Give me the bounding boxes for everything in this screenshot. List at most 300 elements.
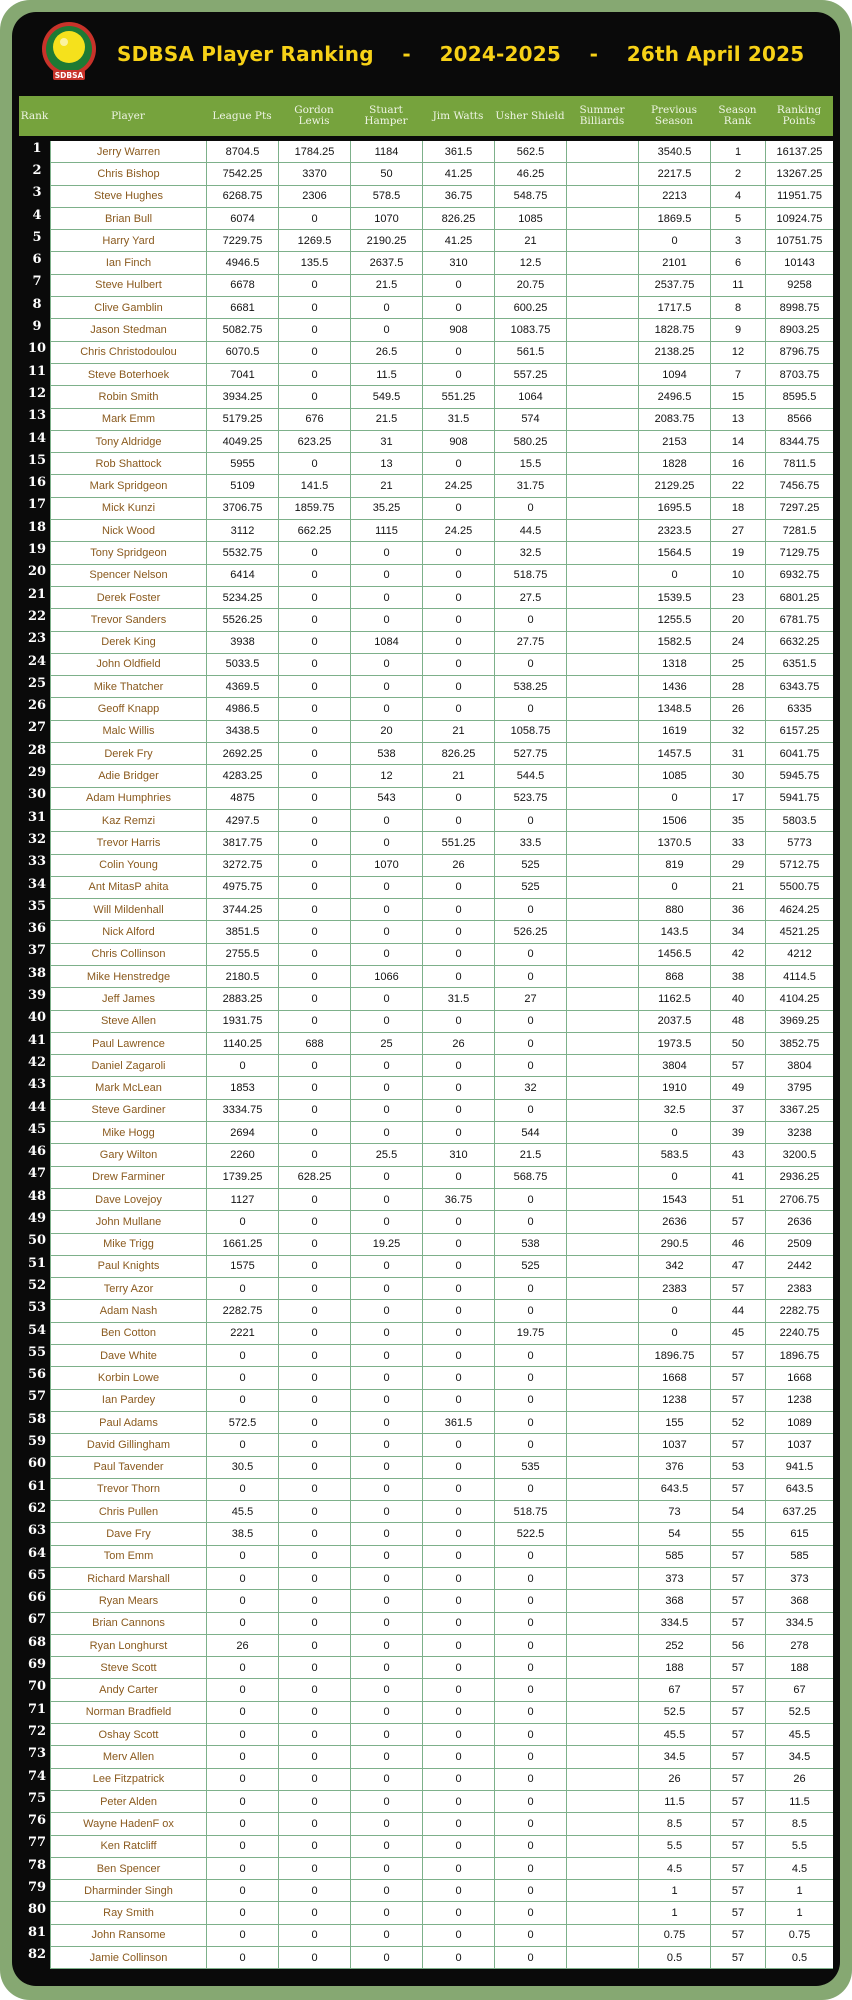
cell-season_rank: 37	[710, 1100, 765, 1121]
cell-previous: 1539.5	[638, 587, 710, 608]
cell-gordon: 0	[278, 1278, 350, 1299]
rank-number: 55	[27, 1344, 47, 1360]
table-row	[50, 966, 833, 988]
cell-summer	[566, 1457, 638, 1478]
table-row	[50, 765, 833, 787]
cell-season_rank: 39	[710, 1122, 765, 1143]
cell-stuart: 0	[350, 1122, 422, 1143]
cell-usher: 0	[494, 1300, 566, 1321]
cell-jim: 0	[422, 1925, 494, 1946]
cell-league: 0	[206, 1813, 278, 1834]
cell-points: 2282.75	[765, 1300, 833, 1321]
cell-jim: 0	[422, 1479, 494, 1500]
cell-usher: 0	[494, 1390, 566, 1411]
cell-stuart: 0	[350, 1100, 422, 1121]
table-row	[50, 944, 833, 966]
cell-jim: 0	[422, 788, 494, 809]
cell-jim: 0	[422, 1122, 494, 1143]
cell-gordon: 0	[278, 587, 350, 608]
cell-points: 5.5	[765, 1836, 833, 1857]
rank-number: 75	[27, 1790, 47, 1806]
cell-jim: 0	[422, 1167, 494, 1188]
rank-number: 1	[32, 140, 42, 156]
cell-summer	[566, 1367, 638, 1388]
cell-summer	[566, 1791, 638, 1812]
cell-league: 0	[206, 1479, 278, 1500]
rank-number: 57	[27, 1389, 47, 1405]
rank-number: 67	[27, 1612, 47, 1628]
cell-gordon: 0	[278, 632, 350, 653]
player-name: Jamie Collinson	[50, 1947, 206, 1968]
cell-league: 5109	[206, 475, 278, 496]
cell-previous: 819	[638, 855, 710, 876]
rank-number: 2	[32, 162, 42, 178]
cell-season_rank: 54	[710, 1501, 765, 1522]
cell-league: 1661.25	[206, 1234, 278, 1255]
cell-gordon: 676	[278, 409, 350, 430]
cell-summer	[566, 1836, 638, 1857]
cell-stuart: 0	[350, 1902, 422, 1923]
cell-league: 26	[206, 1635, 278, 1656]
cell-usher: 27.5	[494, 587, 566, 608]
cell-points: 45.5	[765, 1724, 833, 1745]
cell-summer	[566, 141, 638, 162]
cell-usher: 0	[494, 654, 566, 675]
cell-jim: 36.75	[422, 186, 494, 207]
cell-jim: 0	[422, 1746, 494, 1767]
cell-previous: 54	[638, 1523, 710, 1544]
table-row	[50, 1501, 833, 1523]
cell-jim: 0	[422, 1613, 494, 1634]
rank-number: 5	[32, 229, 42, 245]
cell-stuart: 0	[350, 1434, 422, 1455]
cell-season_rank: 6	[710, 252, 765, 273]
cell-points: 4114.5	[765, 966, 833, 987]
cell-usher: 525	[494, 1256, 566, 1277]
cell-league: 0	[206, 1925, 278, 1946]
cell-summer	[566, 921, 638, 942]
table-row	[50, 409, 833, 431]
cell-usher: 0	[494, 944, 566, 965]
cell-jim: 0	[422, 1724, 494, 1745]
cell-points: 7456.75	[765, 475, 833, 496]
player-name: Spencer Nelson	[50, 565, 206, 586]
cell-summer	[566, 698, 638, 719]
rank-number: 41	[27, 1032, 47, 1048]
cell-gordon: 0	[278, 1836, 350, 1857]
player-name: Steve Boterhoek	[50, 364, 206, 385]
cell-league: 6070.5	[206, 342, 278, 363]
cell-gordon: 0	[278, 208, 350, 229]
player-name: Harry Yard	[50, 230, 206, 251]
cell-gordon: 0	[278, 810, 350, 831]
cell-season_rank: 27	[710, 520, 765, 541]
cell-summer	[566, 1300, 638, 1321]
cell-jim: 36.75	[422, 1189, 494, 1210]
table-row	[50, 1479, 833, 1501]
cell-summer	[566, 877, 638, 898]
cell-previous: 2083.75	[638, 409, 710, 430]
cell-points: 188	[765, 1657, 833, 1678]
cell-league: 0	[206, 1880, 278, 1901]
rank-number: 74	[27, 1768, 47, 1784]
player-name: Chris Pullen	[50, 1501, 206, 1522]
cell-jim: 826.25	[422, 743, 494, 764]
cell-jim: 0	[422, 1256, 494, 1277]
cell-previous: 1828.75	[638, 319, 710, 340]
cell-stuart: 19.25	[350, 1234, 422, 1255]
cell-season_rank: 47	[710, 1256, 765, 1277]
table-row	[50, 1033, 833, 1055]
player-name: Steve Allen	[50, 1011, 206, 1032]
cell-points: 8344.75	[765, 431, 833, 452]
player-name: Will Mildenhall	[50, 899, 206, 920]
cell-previous: 583.5	[638, 1144, 710, 1165]
cell-league: 6414	[206, 565, 278, 586]
table-row	[50, 1100, 833, 1122]
cell-league: 8704.5	[206, 141, 278, 162]
table-row	[50, 1189, 833, 1211]
cell-league: 0	[206, 1390, 278, 1411]
cell-league: 0	[206, 1702, 278, 1723]
sdbsa-logo	[38, 20, 100, 82]
cell-points: 3852.75	[765, 1033, 833, 1054]
cell-league: 1931.75	[206, 1011, 278, 1032]
cell-usher: 1083.75	[494, 319, 566, 340]
cell-jim: 0	[422, 1434, 494, 1455]
cell-stuart: 1115	[350, 520, 422, 541]
cell-summer	[566, 1679, 638, 1700]
cell-previous: 34.5	[638, 1746, 710, 1767]
cell-gordon: 0	[278, 654, 350, 675]
cell-points: 0.5	[765, 1947, 833, 1968]
cell-league: 4297.5	[206, 810, 278, 831]
cell-previous: 1582.5	[638, 632, 710, 653]
cell-summer	[566, 1546, 638, 1567]
cell-previous: 0	[638, 1167, 710, 1188]
cell-previous: 585	[638, 1546, 710, 1567]
cell-summer	[566, 431, 638, 452]
cell-stuart: 0	[350, 1323, 422, 1344]
cell-summer	[566, 1501, 638, 1522]
player-name: Steve Hughes	[50, 186, 206, 207]
cell-league: 1575	[206, 1256, 278, 1277]
table-row	[50, 587, 833, 609]
cell-summer	[566, 386, 638, 407]
cell-previous: 45.5	[638, 1724, 710, 1745]
cell-points: 1	[765, 1880, 833, 1901]
cell-season_rank: 17	[710, 788, 765, 809]
cell-league: 6074	[206, 208, 278, 229]
cell-points: 67	[765, 1679, 833, 1700]
rank-number: 40	[27, 1010, 47, 1026]
cell-season_rank: 56	[710, 1635, 765, 1656]
cell-summer	[566, 1211, 638, 1232]
table-row	[50, 1657, 833, 1679]
cell-gordon: 0	[278, 832, 350, 853]
table-row	[50, 1702, 833, 1724]
cell-points: 373	[765, 1568, 833, 1589]
cell-gordon: 0	[278, 1635, 350, 1656]
cell-gordon: 0	[278, 1234, 350, 1255]
player-name: Ben Cotton	[50, 1323, 206, 1344]
table-row	[50, 1523, 833, 1545]
table-row	[50, 431, 833, 453]
table-row	[50, 1367, 833, 1389]
cell-stuart: 0	[350, 297, 422, 318]
player-name: Drew Farminer	[50, 1167, 206, 1188]
cell-stuart: 0	[350, 1590, 422, 1611]
cell-gordon: 628.25	[278, 1167, 350, 1188]
cell-season_rank: 57	[710, 1702, 765, 1723]
cell-previous: 3540.5	[638, 141, 710, 162]
cell-stuart: 0	[350, 587, 422, 608]
table-row	[50, 1635, 833, 1657]
cell-points: 2383	[765, 1278, 833, 1299]
cell-jim: 41.25	[422, 230, 494, 251]
cell-summer	[566, 342, 638, 363]
cell-previous: 1457.5	[638, 743, 710, 764]
table-row	[50, 899, 833, 921]
cell-jim: 0	[422, 966, 494, 987]
table-row	[50, 498, 833, 520]
cell-gordon: 0	[278, 1813, 350, 1834]
player-name: Dave White	[50, 1345, 206, 1366]
cell-previous: 0	[638, 1323, 710, 1344]
cell-points: 13267.25	[765, 163, 833, 184]
cell-league: 2282.75	[206, 1300, 278, 1321]
cell-league: 3934.25	[206, 386, 278, 407]
cell-previous: 5.5	[638, 1836, 710, 1857]
table-row	[50, 676, 833, 698]
cell-usher: 562.5	[494, 141, 566, 162]
cell-points: 6157.25	[765, 721, 833, 742]
cell-usher: 574	[494, 409, 566, 430]
cell-stuart: 0	[350, 698, 422, 719]
cell-season_rank: 30	[710, 765, 765, 786]
cell-stuart: 0	[350, 1055, 422, 1076]
table-row	[50, 1947, 833, 1969]
table-row	[50, 1546, 833, 1568]
cell-points: 1037	[765, 1434, 833, 1455]
player-name: Trevor Sanders	[50, 609, 206, 630]
cell-gordon: 0	[278, 1590, 350, 1611]
cell-gordon: 0	[278, 788, 350, 809]
cell-stuart: 0	[350, 1412, 422, 1433]
cell-usher: 1085	[494, 208, 566, 229]
cell-previous: 143.5	[638, 921, 710, 942]
column-header-gordon: Gordon Lewis	[294, 104, 334, 127]
cell-stuart: 0	[350, 1679, 422, 1700]
cell-gordon: 0	[278, 342, 350, 363]
rank-number: 49	[27, 1211, 47, 1227]
cell-season_rank: 19	[710, 542, 765, 563]
cell-jim: 0	[422, 698, 494, 719]
cell-previous: 334.5	[638, 1613, 710, 1634]
rank-number: 53	[27, 1300, 47, 1316]
table-row	[50, 743, 833, 765]
cell-previous: 1436	[638, 676, 710, 697]
cell-summer	[566, 230, 638, 251]
column-header-points: Ranking Points	[776, 104, 822, 127]
cell-points: 6041.75	[765, 743, 833, 764]
cell-gordon: 0	[278, 364, 350, 385]
rank-number: 24	[27, 653, 47, 669]
cell-points: 5773	[765, 832, 833, 853]
cell-season_rank: 57	[710, 1902, 765, 1923]
cell-gordon: 1859.75	[278, 498, 350, 519]
rank-number: 9	[32, 319, 42, 335]
table-row	[50, 1122, 833, 1144]
table-row	[50, 230, 833, 252]
cell-jim: 0	[422, 297, 494, 318]
cell-previous: 1094	[638, 364, 710, 385]
rank-number: 43	[27, 1077, 47, 1093]
player-name: Tony Aldridge	[50, 431, 206, 452]
cell-season_rank: 57	[710, 1813, 765, 1834]
cell-season_rank: 43	[710, 1144, 765, 1165]
cell-stuart: 0	[350, 1523, 422, 1544]
player-name: Derek King	[50, 632, 206, 653]
player-name: Paul Knights	[50, 1256, 206, 1277]
table-row	[50, 453, 833, 475]
cell-previous: 0	[638, 877, 710, 898]
player-name: Adie Bridger	[50, 765, 206, 786]
cell-jim: 0	[422, 810, 494, 831]
cell-season_rank: 57	[710, 1568, 765, 1589]
cell-summer	[566, 1613, 638, 1634]
cell-summer	[566, 676, 638, 697]
cell-season_rank: 57	[710, 1367, 765, 1388]
cell-league: 5179.25	[206, 409, 278, 430]
column-header-stuart: Stuart Hamper	[364, 104, 408, 127]
cell-usher: 0	[494, 1902, 566, 1923]
cell-season_rank: 44	[710, 1300, 765, 1321]
rank-number: 52	[27, 1277, 47, 1293]
rank-number: 58	[27, 1411, 47, 1427]
cell-jim: 21	[422, 765, 494, 786]
player-name: Ryan Longhurst	[50, 1635, 206, 1656]
player-name: Nick Alford	[50, 921, 206, 942]
cell-jim: 826.25	[422, 208, 494, 229]
player-name: David Gillingham	[50, 1434, 206, 1455]
rank-number: 54	[27, 1322, 47, 1338]
cell-summer	[566, 498, 638, 519]
cell-previous: 2636	[638, 1211, 710, 1232]
table-row	[50, 1902, 833, 1924]
cell-points: 10143	[765, 252, 833, 273]
table-row	[50, 1858, 833, 1880]
cell-gordon: 0	[278, 1077, 350, 1098]
player-name: Trevor Thorn	[50, 1479, 206, 1500]
cell-gordon: 0	[278, 1412, 350, 1433]
cell-jim: 0	[422, 1880, 494, 1901]
cell-summer	[566, 1167, 638, 1188]
player-name: Steve Scott	[50, 1657, 206, 1678]
cell-usher: 0	[494, 1635, 566, 1656]
cell-league: 0	[206, 1613, 278, 1634]
cell-previous: 8.5	[638, 1813, 710, 1834]
cell-previous: 2217.5	[638, 163, 710, 184]
cell-points: 368	[765, 1590, 833, 1611]
table-row	[50, 1256, 833, 1278]
rank-number: 77	[27, 1835, 47, 1851]
cell-usher: 0	[494, 1590, 566, 1611]
rank-number: 79	[27, 1880, 47, 1896]
cell-jim: 0	[422, 1390, 494, 1411]
cell-usher: 600.25	[494, 297, 566, 318]
cell-previous: 2138.25	[638, 342, 710, 363]
rank-number: 12	[27, 385, 47, 401]
cell-stuart: 0	[350, 832, 422, 853]
cell-season_rank: 46	[710, 1234, 765, 1255]
table-row	[50, 186, 833, 208]
cell-league: 0	[206, 1836, 278, 1857]
rank-number: 56	[27, 1367, 47, 1383]
cell-league: 2221	[206, 1323, 278, 1344]
cell-jim: 0	[422, 1501, 494, 1522]
cell-points: 334.5	[765, 1613, 833, 1634]
cell-summer	[566, 832, 638, 853]
cell-points: 1238	[765, 1390, 833, 1411]
cell-season_rank: 11	[710, 275, 765, 296]
table-row	[50, 1769, 833, 1791]
cell-season_rank: 13	[710, 409, 765, 430]
cell-season_rank: 57	[710, 1679, 765, 1700]
cell-jim: 0	[422, 1345, 494, 1366]
rank-number: 7	[32, 274, 42, 290]
cell-league: 2692.25	[206, 743, 278, 764]
cell-usher: 548.75	[494, 186, 566, 207]
player-name: John Oldfield	[50, 654, 206, 675]
cell-jim: 0	[422, 1077, 494, 1098]
cell-stuart: 0	[350, 810, 422, 831]
cell-previous: 52.5	[638, 1702, 710, 1723]
cell-league: 0	[206, 1746, 278, 1767]
rank-number: 76	[27, 1813, 47, 1829]
cell-usher: 0	[494, 1813, 566, 1834]
table-row	[50, 832, 833, 854]
cell-gordon: 141.5	[278, 475, 350, 496]
cell-points: 9258	[765, 275, 833, 296]
cell-gordon: 0	[278, 1189, 350, 1210]
cell-usher: 0	[494, 1858, 566, 1879]
cell-stuart: 0	[350, 1813, 422, 1834]
cell-summer	[566, 208, 638, 229]
player-name: Robin Smith	[50, 386, 206, 407]
cell-stuart: 538	[350, 743, 422, 764]
cell-usher: 527.75	[494, 743, 566, 764]
cell-summer	[566, 542, 638, 563]
cell-jim: 21	[422, 721, 494, 742]
cell-usher: 0	[494, 810, 566, 831]
cell-points: 2636	[765, 1211, 833, 1232]
cell-summer	[566, 1947, 638, 1968]
cell-stuart: 0	[350, 1546, 422, 1567]
rank-number: 28	[27, 742, 47, 758]
cell-usher: 1058.75	[494, 721, 566, 742]
cell-summer	[566, 275, 638, 296]
rank-number: 11	[27, 363, 47, 379]
player-name: Chris Christodoulou	[50, 342, 206, 363]
cell-league: 7229.75	[206, 230, 278, 251]
player-name: Dharminder Singh	[50, 1880, 206, 1901]
cell-stuart: 0	[350, 1501, 422, 1522]
cell-summer	[566, 654, 638, 675]
cell-summer	[566, 944, 638, 965]
cell-stuart: 543	[350, 788, 422, 809]
cell-usher: 0	[494, 1791, 566, 1812]
